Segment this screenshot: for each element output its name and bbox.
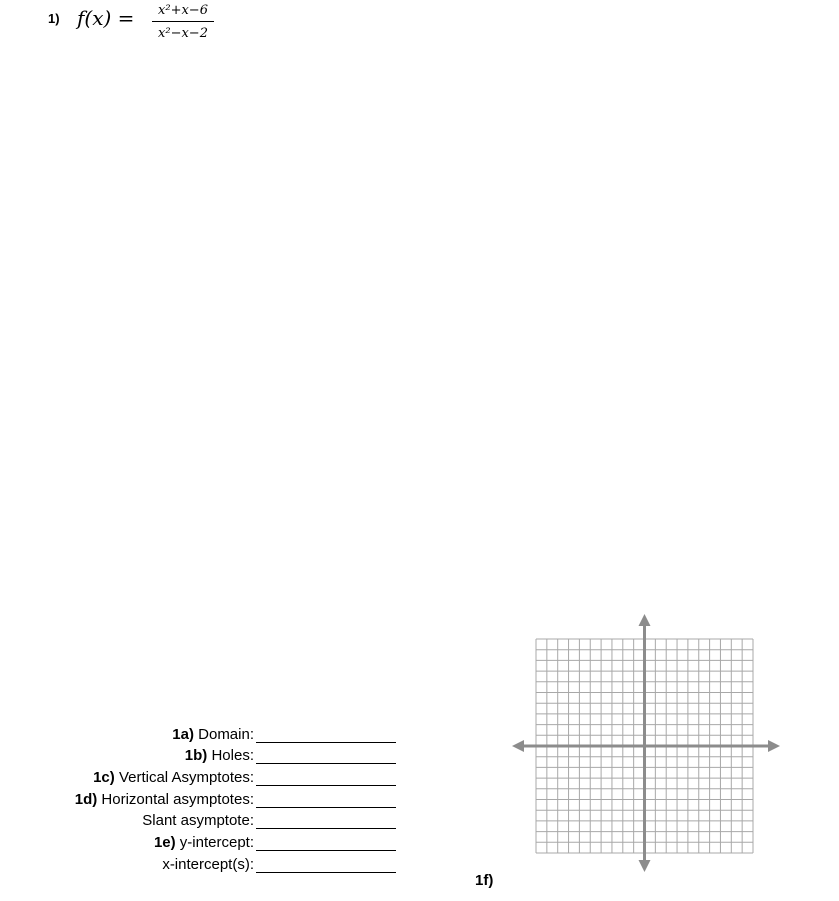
arrow-left-icon <box>512 740 524 752</box>
answer-label: x-intercept(s): <box>162 855 254 873</box>
function-lhs <box>77 6 134 30</box>
answer-label: 1e) y-intercept: <box>153 834 254 852</box>
answer-row-y-intercept <box>75 829 396 851</box>
answer-blank[interactable] <box>256 749 396 764</box>
coordinate-grid[interactable] <box>510 612 782 874</box>
equals-sign: = <box>117 6 135 30</box>
answer-label: 1a) Domain: <box>172 725 254 743</box>
answer-blank[interactable] <box>256 728 396 743</box>
function-name: f(x) <box>77 6 112 30</box>
axes <box>512 614 780 872</box>
answer-label: Slant asymptote: <box>142 812 254 830</box>
answer-block <box>75 721 396 873</box>
arrow-down-icon <box>639 860 651 872</box>
graph-label: 1f) <box>475 872 494 889</box>
answer-row-vertical-asymptotes <box>75 764 396 786</box>
answer-row-slant-asymptote <box>75 808 396 830</box>
answer-row-domain <box>75 721 396 743</box>
answer-label: 1b) Holes: <box>184 747 254 765</box>
denominator: x²−x−2 <box>158 26 208 41</box>
problem-number: 1) <box>48 11 60 26</box>
answer-blank[interactable] <box>256 836 396 851</box>
answer-blank[interactable] <box>256 793 396 808</box>
answer-blank[interactable] <box>256 858 396 873</box>
fraction-bar <box>152 21 214 22</box>
arrow-up-icon <box>639 614 651 626</box>
answer-blank[interactable] <box>256 771 396 786</box>
numerator: x²+x−6 <box>158 3 208 18</box>
arrow-right-icon <box>768 740 780 752</box>
answer-row-holes <box>75 743 396 765</box>
answer-label: 1d) Horizontal asymptotes: <box>74 790 254 808</box>
answer-row-horizontal-asymptotes <box>75 786 396 808</box>
answer-row-x-intercepts <box>75 851 396 873</box>
answer-label: 1c) Vertical Asymptotes: <box>93 769 254 787</box>
fraction <box>152 2 214 42</box>
answer-blank[interactable] <box>256 814 396 829</box>
